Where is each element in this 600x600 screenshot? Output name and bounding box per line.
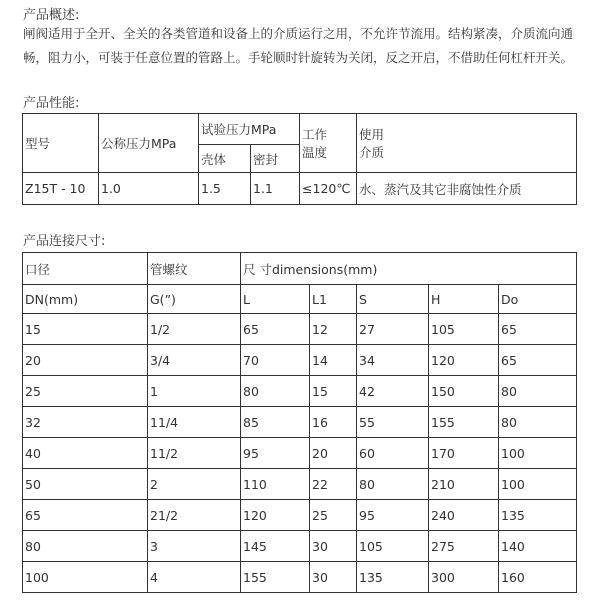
header-bore: 口径 (23, 253, 148, 285)
cell-do: 65 (499, 345, 577, 376)
cell-g: 3/4 (148, 345, 241, 376)
cell-dn: 50 (23, 469, 148, 500)
cell-h: 150 (429, 376, 499, 407)
cell-dn: 32 (23, 407, 148, 438)
cell-l: 155 (241, 562, 310, 593)
cell-g: 4 (148, 562, 241, 593)
cell-l: 110 (241, 469, 310, 500)
cell-h: 240 (429, 500, 499, 531)
table-row (23, 314, 577, 345)
header-work-temp (300, 114, 357, 173)
cell-s: 105 (357, 531, 429, 562)
cell-g: 2 (148, 469, 241, 500)
cell-l: 80 (241, 376, 310, 407)
cell-g: 21/2 (148, 500, 241, 531)
cell-g: 1 (148, 376, 241, 407)
header-test-pressure: 试验压力MPa (199, 114, 300, 145)
cell-h: 155 (429, 407, 499, 438)
cell-s: 27 (357, 314, 429, 345)
cell-l1: 25 (310, 500, 357, 531)
table-row (23, 562, 577, 593)
header-S: S (357, 285, 429, 314)
cell-h: 210 (429, 469, 499, 500)
cell-dn: 100 (23, 562, 148, 593)
cell-do: 100 (499, 438, 577, 469)
header-size: 尺 寸dimensions(mm) (241, 253, 577, 285)
cell-temperature: ≤120℃ (300, 173, 357, 205)
header-L1: L1 (310, 285, 357, 314)
header-model: 型号 (23, 114, 99, 173)
header-Do: Do (499, 285, 577, 314)
header-L: L (241, 285, 310, 314)
cell-medium: 水、蒸汽及其它非腐蚀性介质 (357, 173, 577, 205)
overview-title: 产品概述: (23, 8, 80, 23)
table-row (23, 531, 577, 562)
dimensions-body (23, 314, 577, 593)
performance-title: 产品性能: (23, 96, 80, 111)
cell-do: 80 (499, 407, 577, 438)
table-row (23, 469, 577, 500)
cell-dn: 15 (23, 314, 148, 345)
cell-l1: 15 (310, 376, 357, 407)
cell-dn: 80 (23, 531, 148, 562)
header-dn: DN(mm) (23, 285, 148, 314)
cell-s: 34 (357, 345, 429, 376)
header-work-temp-line1: 工作 (302, 127, 328, 142)
cell-g: 11/4 (148, 407, 241, 438)
cell-h: 275 (429, 531, 499, 562)
cell-l: 95 (241, 438, 310, 469)
cell-do: 100 (499, 469, 577, 500)
header-thread: 管螺纹 (148, 253, 241, 285)
cell-g: 11/2 (148, 438, 241, 469)
cell-model: Z15T - 10 (23, 173, 99, 205)
dimensions-title: 产品连接尺寸: (23, 234, 106, 249)
performance-table (22, 113, 577, 205)
overview-paragraph: 闸阀适用于全开、全关的各类管道和设备上的介质运行之用，不允许节流用。结构紧凑，介质流向通畅，阻力小，可装于任意位置的管路上。手轮顺时针旋转为关闭，反之开启，不借助任何杠杆开关。 (23, 26, 574, 65)
cell-dn: 40 (23, 438, 148, 469)
cell-s: 135 (357, 562, 429, 593)
cell-l1: 20 (310, 438, 357, 469)
cell-l1: 30 (310, 531, 357, 562)
cell-dn: 25 (23, 376, 148, 407)
cell-h: 120 (429, 345, 499, 376)
cell-l: 120 (241, 500, 310, 531)
cell-do: 135 (499, 500, 577, 531)
cell-g: 1/2 (148, 314, 241, 345)
header-use-medium-line1: 使用 (359, 127, 385, 142)
cell-nominal-pressure: 1.0 (99, 173, 199, 205)
header-work-temp-line2: 温度 (302, 145, 328, 160)
table-row (23, 173, 577, 205)
cell-l1: 12 (310, 314, 357, 345)
header-H: H (429, 285, 499, 314)
header-use-medium-line2: 介质 (359, 145, 385, 160)
cell-l: 70 (241, 345, 310, 376)
cell-l1: 14 (310, 345, 357, 376)
cell-s: 55 (357, 407, 429, 438)
cell-g: 3 (148, 531, 241, 562)
table-row (23, 345, 577, 376)
table-row (23, 376, 577, 407)
cell-shell: 1.5 (199, 173, 251, 205)
cell-l: 85 (241, 407, 310, 438)
cell-l: 65 (241, 314, 310, 345)
cell-seal: 1.1 (251, 173, 300, 205)
cell-dn: 20 (23, 345, 148, 376)
cell-h: 170 (429, 438, 499, 469)
cell-do: 80 (499, 376, 577, 407)
cell-do: 160 (499, 562, 577, 593)
cell-l1: 22 (310, 469, 357, 500)
cell-dn: 65 (23, 500, 148, 531)
header-shell: 壳体 (199, 145, 251, 173)
table-row (23, 407, 577, 438)
table-row (23, 500, 577, 531)
cell-do: 65 (499, 314, 577, 345)
header-use-medium (357, 114, 577, 173)
header-g: G(”) (148, 285, 241, 314)
cell-s: 42 (357, 376, 429, 407)
cell-s: 95 (357, 500, 429, 531)
cell-l: 145 (241, 531, 310, 562)
cell-s: 80 (357, 469, 429, 500)
header-nominal-pressure: 公称压力MPa (99, 114, 199, 173)
cell-do: 140 (499, 531, 577, 562)
cell-l1: 30 (310, 562, 357, 593)
cell-h: 105 (429, 314, 499, 345)
cell-s: 60 (357, 438, 429, 469)
cell-h: 300 (429, 562, 499, 593)
cell-l1: 16 (310, 407, 357, 438)
dimensions-table (22, 252, 577, 593)
table-row (23, 438, 577, 469)
header-seal: 密封 (251, 145, 300, 173)
